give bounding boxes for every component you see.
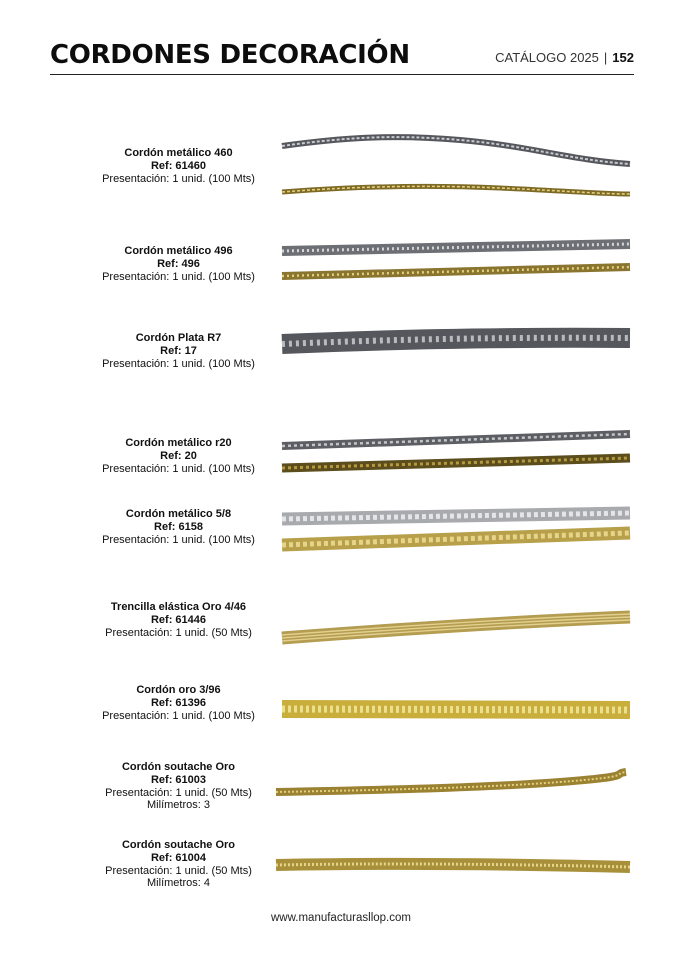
product-presentation: Presentación: 1 unid. (50 Mts) [105, 626, 252, 639]
product-ref: Ref: 61004 [150, 851, 207, 864]
product-presentation: Presentación: 1 unid. (50 Mts) [105, 786, 252, 799]
product-info [66, 601, 291, 639]
cord-gold [282, 186, 630, 194]
product-name: Cordón oro 3/96 [136, 684, 221, 696]
page-title: CORDONES DECORACIÓN [50, 40, 410, 70]
catalog-label [495, 50, 634, 66]
product-ref: Ref: 61396 [150, 696, 207, 709]
product-name: Cordón metálico 496 [124, 245, 233, 257]
product-ref: Ref: 17 [160, 344, 197, 357]
cord-image [280, 692, 632, 732]
product-ref: Ref: 6158 [154, 520, 203, 533]
product-ref: Ref: 61003 [150, 773, 207, 786]
product-presentation: Presentación: 1 unid. (100 Mts) [102, 533, 255, 546]
product-presentation: Presentación: 1 unid. (100 Mts) [102, 709, 255, 722]
page-header [50, 38, 634, 75]
product-ref: Ref: 61446 [150, 613, 207, 626]
cord-silver [282, 137, 630, 164]
product-info [66, 147, 291, 185]
product-name: Cordón metálico r20 [125, 437, 232, 449]
product-presentation: Presentación: 1 unid. (100 Mts) [102, 462, 255, 475]
page-number: 152 [612, 50, 634, 65]
product-info [66, 684, 291, 722]
cord-image [280, 322, 632, 362]
product-ref: Ref: 20 [160, 449, 197, 462]
cord-gold [276, 772, 626, 792]
cord-image [280, 234, 632, 284]
cord-image [280, 762, 632, 806]
product-name: Cordón soutache Oro [121, 839, 236, 851]
product-info [66, 437, 291, 475]
cord-image [280, 128, 632, 202]
product-info [66, 839, 291, 890]
product-millimeters: Milímetros: 3 [147, 799, 210, 812]
product-name: Cordón metálico 5/8 [125, 508, 232, 520]
product-info [66, 245, 291, 283]
footer-website: www.manufacturasllop.com [271, 912, 411, 924]
catalog-year: CATÁLOGO 2025 [495, 50, 599, 65]
product-presentation: Presentación: 1 unid. (50 Mts) [105, 864, 252, 877]
product-name: Cordón Plata R7 [135, 332, 222, 344]
product-millimeters: Milímetros: 4 [147, 877, 210, 890]
product-presentation: Presentación: 1 unid. (100 Mts) [102, 270, 255, 283]
cord-gold [282, 617, 630, 638]
product-name: Cordón metálico 460 [124, 147, 233, 159]
product-info [66, 761, 291, 812]
cord-image [280, 845, 632, 885]
cord-image [280, 500, 632, 554]
product-name: Cordón soutache Oro [121, 761, 236, 773]
product-info [66, 332, 291, 370]
product-name: Trencilla elástica Oro 4/46 [110, 601, 247, 613]
header-separator: | [603, 50, 608, 65]
cord-image [280, 605, 632, 655]
product-presentation: Presentación: 1 unid. (100 Mts) [102, 357, 255, 370]
product-ref: Ref: 61460 [150, 159, 207, 172]
product-ref: Ref: 496 [157, 257, 200, 270]
product-info [66, 508, 291, 546]
product-presentation: Presentación: 1 unid. (100 Mts) [102, 172, 255, 185]
cord-image [280, 425, 632, 477]
